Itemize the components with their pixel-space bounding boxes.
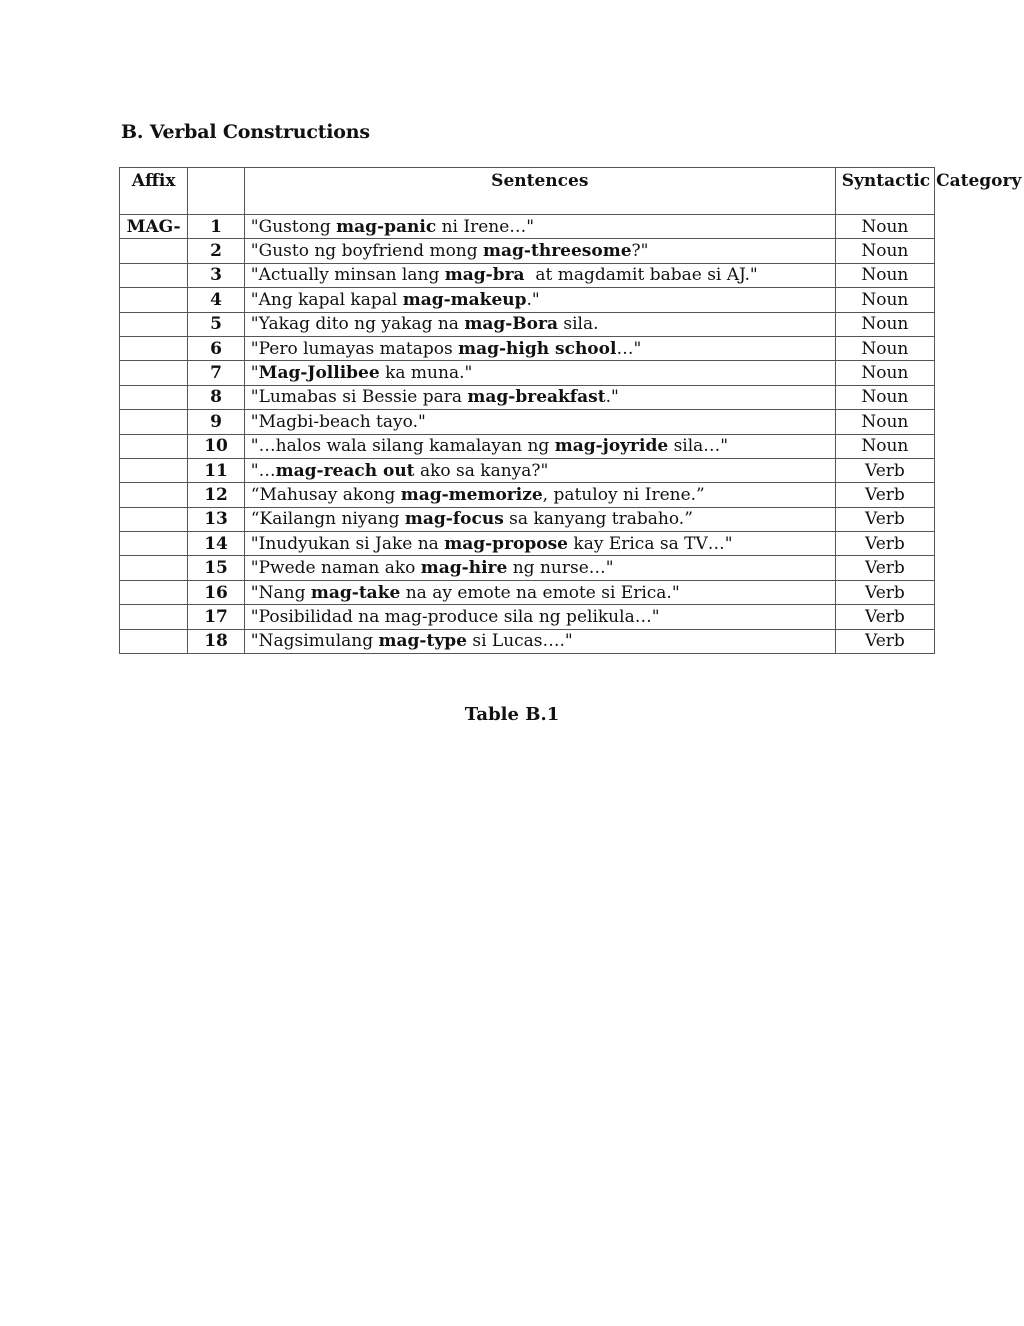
cell-sentence: [244, 312, 835, 336]
cell-category: Noun: [835, 434, 934, 458]
cell-affix: [120, 629, 188, 653]
cell-number: 10: [188, 434, 245, 458]
cell-number: 9: [188, 410, 245, 434]
cell-category: Verb: [835, 605, 934, 629]
sentence-affixed-word: mag-high school: [458, 338, 617, 359]
cell-number: 18: [188, 629, 245, 653]
header-number: [188, 168, 245, 215]
cell-sentence: [244, 288, 835, 312]
sentence-pre: "Yakag dito ng yakag na: [250, 314, 465, 335]
sentence-post: , patuloy ni Irene.”: [542, 484, 705, 505]
table-row: [120, 507, 935, 531]
table-row: [120, 361, 935, 385]
cell-category: Noun: [835, 312, 934, 336]
table-header: [120, 168, 1022, 215]
cell-category: Noun: [835, 410, 934, 434]
sentence-affixed-word: mag-focus: [404, 509, 504, 530]
sentence-post: ka muna.": [379, 363, 473, 384]
header-affix: Affix: [120, 168, 188, 215]
cell-sentence: [244, 458, 835, 482]
cell-affix: [120, 239, 188, 263]
sentence-post: sa kanyang trabaho.”: [503, 509, 693, 530]
sentence-post: .": [526, 289, 540, 310]
sentence-post: kay Erica sa TV…": [567, 533, 733, 554]
section-heading: B. Verbal Constructions: [121, 121, 370, 143]
sentence-affixed-word: mag-reach out: [275, 460, 415, 481]
table-row: [120, 312, 935, 336]
cell-sentence: [244, 263, 835, 287]
table-row: [120, 629, 935, 653]
sentence-pre: "Gusto ng boyfriend mong: [250, 241, 484, 262]
table-row: [120, 288, 935, 312]
table-row: [120, 215, 935, 239]
cell-number: 3: [188, 263, 245, 287]
cell-number: 4: [188, 288, 245, 312]
cell-category: Verb: [835, 458, 934, 482]
sentence-post: at magdamit babae si AJ.": [524, 265, 758, 286]
table-row: [120, 580, 935, 604]
cell-affix: [120, 361, 188, 385]
cell-affix: [120, 458, 188, 482]
sentence-affixed-word: mag-Bora: [464, 314, 558, 335]
cell-affix: [120, 410, 188, 434]
table-row: [120, 410, 935, 434]
sentence-pre: "Inudyukan si Jake na: [250, 533, 445, 554]
cell-category: Verb: [835, 483, 934, 507]
sentence-pre: "Nang: [250, 582, 311, 603]
cell-number: 5: [188, 312, 245, 336]
cell-affix: [120, 336, 188, 360]
sentence-post: sila…": [668, 436, 729, 457]
cell-number: 11: [188, 458, 245, 482]
cell-number: 7: [188, 361, 245, 385]
sentence-affixed-word: mag-joyride: [554, 436, 669, 457]
cell-category: Noun: [835, 336, 934, 360]
sentence-pre: "…halos wala silang kamalayan ng: [250, 436, 555, 457]
cell-sentence: [244, 336, 835, 360]
cell-sentence: [244, 629, 835, 653]
cell-sentence: [244, 605, 835, 629]
cell-number: 14: [188, 532, 245, 556]
sentence-pre: “Mahusay akong: [250, 484, 401, 505]
cell-sentence: [244, 361, 835, 385]
cell-affix: [120, 263, 188, 287]
cell-affix: [120, 507, 188, 531]
cell-category: Verb: [835, 580, 934, 604]
sentence-affixed-word: mag-type: [378, 631, 467, 652]
sentence-affixed-word: mag-memorize: [400, 484, 543, 505]
header-category: Syntactic Category: [835, 168, 934, 215]
cell-affix: [120, 288, 188, 312]
sentence-post: ako sa kanya?": [414, 460, 549, 481]
sentence-post: si Lucas….": [466, 631, 573, 652]
cell-category: Verb: [835, 507, 934, 531]
sentence-affixed-word: mag-panic: [336, 216, 437, 237]
cell-sentence: [244, 556, 835, 580]
sentence-affixed-word: mag-hire: [420, 558, 508, 579]
cell-sentence: [244, 580, 835, 604]
sentence-pre: "Ang kapal kapal: [250, 289, 403, 310]
sentence-post: ni Irene…": [436, 216, 535, 237]
sentence-pre: "Pwede naman ako: [250, 558, 421, 579]
cell-category: Noun: [835, 239, 934, 263]
sentence-pre: "…: [250, 460, 276, 481]
cell-category: Noun: [835, 361, 934, 385]
sentence-post: ?": [631, 241, 649, 262]
table-row: [120, 239, 935, 263]
sentence-affixed-word: mag-propose: [444, 533, 568, 554]
sentence-affixed-word: mag-threesome: [483, 241, 632, 262]
cell-affix: [120, 312, 188, 336]
cell-sentence: [244, 532, 835, 556]
cell-affix: [120, 483, 188, 507]
cell-affix: MAG-: [120, 215, 188, 239]
table-row: [120, 385, 935, 409]
cell-category: Verb: [835, 532, 934, 556]
cell-sentence: [244, 434, 835, 458]
sentence-pre: "Magbi-beach tayo.": [250, 411, 426, 432]
sentence-post: …": [616, 338, 642, 359]
sentence-post: sila.: [557, 314, 599, 335]
cell-affix: [120, 385, 188, 409]
cell-number: 13: [188, 507, 245, 531]
sentence-affixed-word: mag-breakfast: [467, 387, 606, 408]
sentence-affixed-word: mag-take: [310, 582, 401, 603]
table-row: [120, 605, 935, 629]
cell-sentence: [244, 483, 835, 507]
cell-sentence: [244, 239, 835, 263]
affix-table: [119, 167, 1022, 654]
sentence-pre: “Kailangn niyang: [250, 509, 405, 530]
cell-number: 17: [188, 605, 245, 629]
sentence-pre: "Actually minsan lang: [250, 265, 445, 286]
cell-category: Noun: [835, 215, 934, 239]
table-row: [120, 263, 935, 287]
sentence-pre: "Gustong: [250, 216, 337, 237]
sentence-pre: "Pero lumayas matapos: [250, 338, 459, 359]
cell-affix: [120, 434, 188, 458]
sentence-affixed-word: Mag-Jollibee: [258, 363, 380, 384]
sentence-pre: ": [250, 363, 259, 384]
cell-affix: [120, 532, 188, 556]
cell-sentence: [244, 410, 835, 434]
sentence-post: ng nurse…": [507, 558, 614, 579]
sentence-affixed-word: mag-makeup: [402, 289, 527, 310]
sentence-pre: "Posibilidad na mag-produce sila ng pelikula…": [250, 606, 660, 627]
cell-number: 1: [188, 215, 245, 239]
table-row: [120, 532, 935, 556]
header-sentences: Sentences: [244, 168, 835, 215]
table-body: [120, 215, 935, 654]
table-row: [120, 556, 935, 580]
cell-number: 12: [188, 483, 245, 507]
cell-affix: [120, 605, 188, 629]
table-row: [120, 336, 935, 360]
sentence-post: .": [605, 387, 619, 408]
cell-category: Verb: [835, 629, 934, 653]
cell-number: 15: [188, 556, 245, 580]
cell-number: 8: [188, 385, 245, 409]
cell-category: Noun: [835, 288, 934, 312]
cell-sentence: [244, 507, 835, 531]
table-row: [120, 434, 935, 458]
cell-category: Verb: [835, 556, 934, 580]
header-row: [120, 168, 935, 215]
sentence-affixed-word: mag-bra: [444, 265, 525, 286]
table-caption: Table B.1: [464, 704, 560, 725]
sentence-pre: "Lumabas si Bessie para: [250, 387, 468, 408]
cell-number: 6: [188, 336, 245, 360]
sentence-post: na ay emote na emote si Erica.": [400, 582, 680, 603]
cell-affix: [120, 580, 188, 604]
cell-sentence: [244, 385, 835, 409]
cell-number: 16: [188, 580, 245, 604]
cell-category: Noun: [835, 263, 934, 287]
cell-affix: [120, 556, 188, 580]
cell-category: Noun: [835, 385, 934, 409]
cell-number: 2: [188, 239, 245, 263]
sentence-pre: "Nagsimulang: [250, 631, 379, 652]
table-row: [120, 458, 935, 482]
table-row: [120, 483, 935, 507]
cell-sentence: [244, 215, 835, 239]
